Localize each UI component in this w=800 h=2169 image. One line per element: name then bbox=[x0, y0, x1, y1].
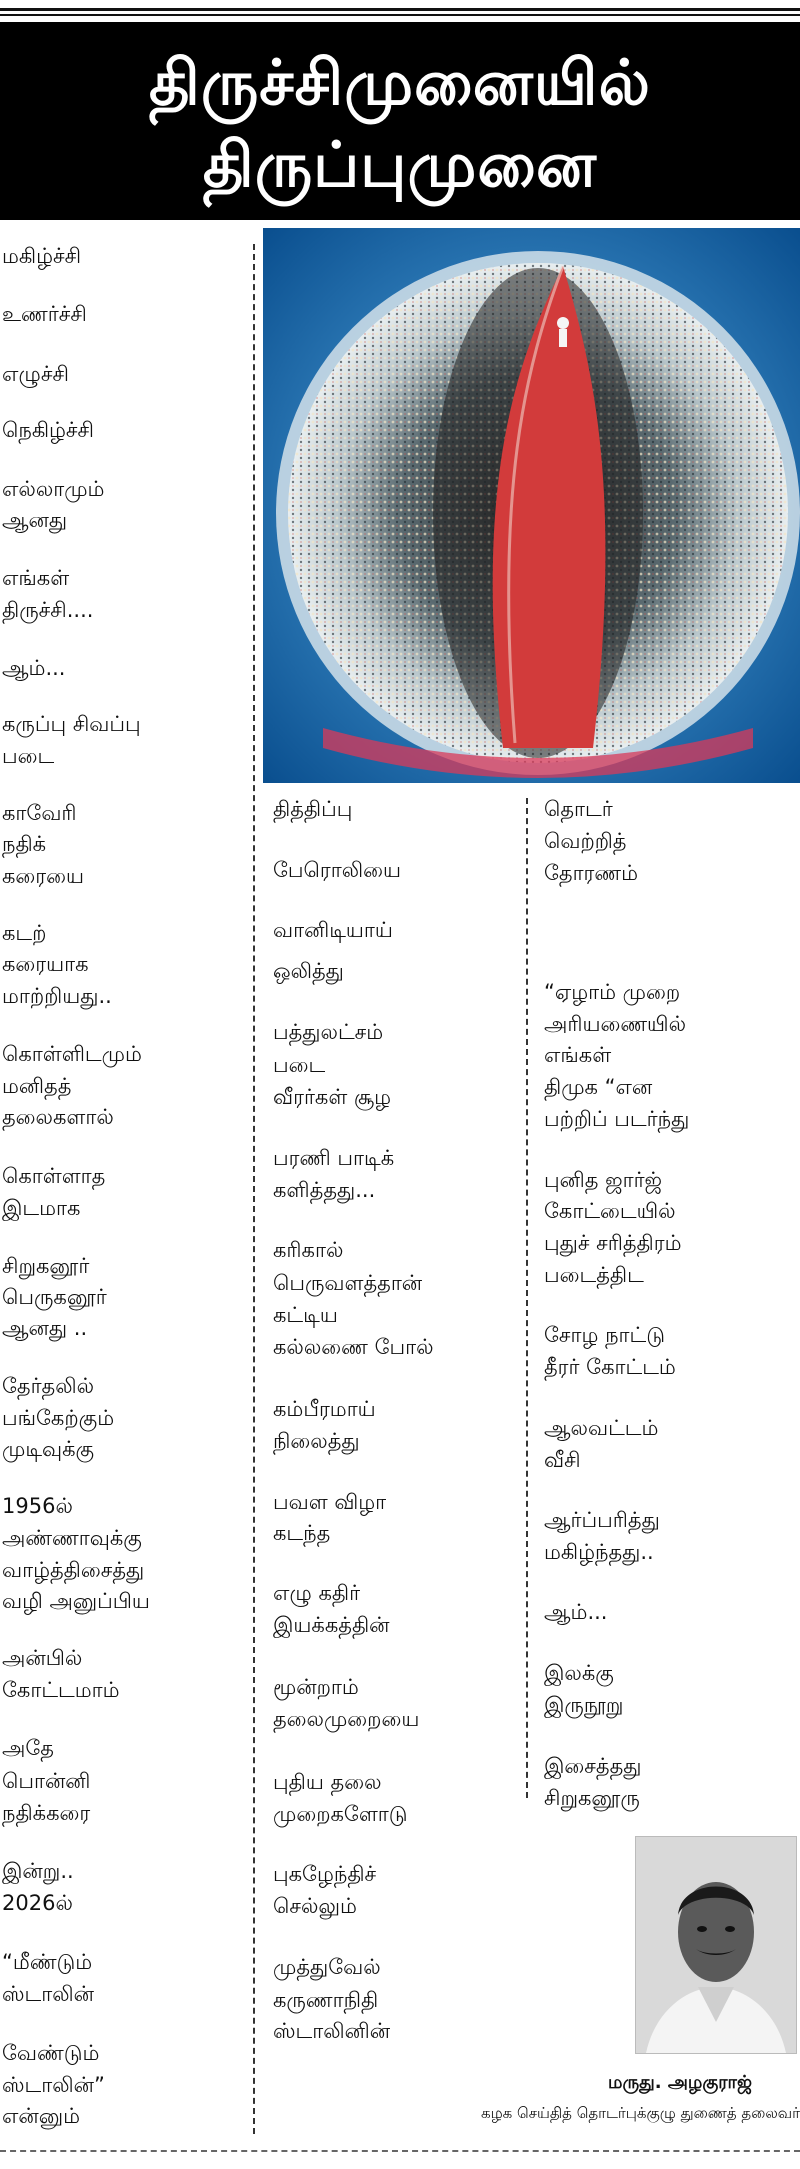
poem-line: எழுச்சி bbox=[2, 362, 69, 386]
poem-line: கட்டிய bbox=[273, 1303, 338, 1327]
poem-line: பெருகனூர் bbox=[2, 1285, 107, 1309]
poem-line: மனிதத் bbox=[2, 1074, 72, 1098]
poem-line: ஆனது bbox=[2, 508, 68, 532]
poem-column-1 bbox=[2, 0, 247, 2169]
poem-line: அண்ணாவுக்கு bbox=[2, 1526, 142, 1550]
poem-line: இடமாக bbox=[2, 1196, 81, 1220]
poem-line: ஆர்ப்பரித்து bbox=[544, 1508, 660, 1532]
poem-line: வீசி bbox=[544, 1448, 581, 1472]
column-divider-2 bbox=[526, 798, 528, 1798]
poem-line: 1956ல் bbox=[2, 1494, 73, 1518]
poem-line: புகழேந்திச் bbox=[273, 1862, 377, 1886]
poem-line: ஸ்டாலின்” bbox=[2, 2073, 105, 2097]
poem-line: முத்துவேல் bbox=[273, 1955, 381, 1979]
photo-illustration bbox=[263, 228, 800, 783]
poem-line: முடிவுக்கு bbox=[2, 1437, 95, 1461]
poem-line: வீரர்கள் சூழ bbox=[273, 1085, 391, 1109]
poem-line: நெகிழ்ச்சி bbox=[2, 418, 94, 442]
poem-line: அரியணையில் bbox=[544, 1012, 687, 1036]
poem-line: கரையாக bbox=[2, 952, 89, 976]
poem-line: பவள விழா bbox=[273, 1490, 387, 1514]
poem-line: புனித ஜார்ஜ் bbox=[544, 1168, 663, 1192]
poem-line: ஆம்... bbox=[544, 1600, 608, 1624]
poem-line: மாற்றியது.. bbox=[2, 984, 112, 1008]
headline-line-2: திருப்புமுனை bbox=[202, 128, 598, 201]
poem-line: மகிழ்ச்சி bbox=[2, 244, 82, 268]
poem-line: சோழ நாட்டு bbox=[544, 1323, 665, 1347]
column-divider-1 bbox=[253, 244, 255, 2134]
poem-line: ஆலவட்டம் bbox=[544, 1416, 659, 1440]
poem-line: கரிகால் bbox=[273, 1238, 344, 1262]
poem-line: பத்துலட்சம் bbox=[273, 1020, 384, 1044]
poem-line: கோட்டையில் bbox=[544, 1199, 676, 1223]
poem-line: அன்பில் bbox=[2, 1646, 83, 1670]
poem-line: இலக்கு bbox=[544, 1661, 614, 1685]
poem-line: கருணாநிதி bbox=[273, 1988, 379, 2012]
poem-line: இருநூறு bbox=[544, 1693, 624, 1717]
poem-line: ஆம்... bbox=[2, 656, 66, 680]
poem-line: தலைமுறையை bbox=[273, 1707, 420, 1731]
poem-line: கடற் bbox=[2, 921, 47, 945]
poem-line: ஒலித்து bbox=[273, 959, 344, 983]
poem-line: சிறுகனூரு bbox=[544, 1786, 640, 1810]
poem-line: வழி அனுப்பிய bbox=[2, 1589, 150, 1613]
poem-line: நதிக் bbox=[2, 832, 47, 856]
poem-line: ஸ்டாலின் bbox=[2, 1982, 94, 2006]
poem-line: 2026ல் bbox=[2, 1891, 73, 1915]
poem-line: எழு கதிர் bbox=[273, 1581, 361, 1605]
poem-line: கொள்ளிடமும் bbox=[2, 1042, 142, 1066]
poem-line: தேர்தலில் bbox=[2, 1374, 95, 1398]
poem-line: காவேரி bbox=[2, 801, 77, 825]
poem-line: ஸ்டாலினின் bbox=[273, 2019, 391, 2043]
poem-line: கருப்பு சிவப்பு bbox=[2, 712, 141, 736]
poem-line: கல்லணை போல் bbox=[273, 1335, 434, 1359]
poem-line: நிலைத்து bbox=[273, 1429, 360, 1453]
poem-line: பற்றிப் படர்ந்து bbox=[544, 1107, 690, 1131]
poem-line: இயக்கத்தின் bbox=[273, 1613, 390, 1637]
poem-line: படை bbox=[273, 1053, 326, 1077]
poem-line: இன்று.. bbox=[2, 1859, 74, 1883]
poem-line: என்னும் bbox=[2, 2104, 81, 2128]
poem-line: புதுச் சரித்திரம் bbox=[544, 1231, 682, 1255]
poem-line: வெற்றித் bbox=[544, 829, 627, 853]
bottom-rule bbox=[0, 2150, 800, 2152]
poem-line: பேரொலியை bbox=[273, 858, 401, 882]
poem-line: நதிக்கரை bbox=[2, 1801, 91, 1825]
poem-line: களித்தது... bbox=[273, 1178, 376, 1202]
author-photo bbox=[635, 1836, 797, 2054]
poem-line: கம்பீரமாய் bbox=[273, 1397, 376, 1421]
poem-line: பரணி பாடிக் bbox=[273, 1146, 395, 1170]
poem-line: தித்திப்பு bbox=[273, 797, 353, 821]
poem-line: “மீண்டும் bbox=[2, 1950, 93, 1974]
poem-line: தீரர் கோட்டம் bbox=[544, 1355, 676, 1379]
crowd-fisheye-photo bbox=[263, 228, 800, 783]
poem-line: திமுக “என bbox=[544, 1075, 653, 1099]
poem-line: பங்கேற்கும் bbox=[2, 1406, 115, 1430]
poem-line: செல்லும் bbox=[273, 1894, 357, 1918]
poem-line: ஆனது .. bbox=[2, 1316, 88, 1340]
poem-line: கொள்ளாத bbox=[2, 1164, 106, 1188]
poem-line: முறைகளோடு bbox=[273, 1802, 408, 1826]
poem-line: வானிடியாய் bbox=[273, 918, 393, 942]
poem-line: வாழ்த்திசைத்து bbox=[2, 1558, 145, 1582]
headline-line-1: திருச்சிமுனையில் bbox=[149, 46, 651, 119]
poem-line: எல்லாமும் bbox=[2, 477, 105, 501]
poem-line: மூன்றாம் bbox=[273, 1675, 359, 1699]
poem-line: இசைத்தது bbox=[544, 1754, 642, 1778]
poem-line: கரையை bbox=[2, 864, 85, 888]
poem-line: தொடர் bbox=[544, 797, 613, 821]
poem-line: கோட்டமாம் bbox=[2, 1678, 120, 1702]
poem-line: பெருவளத்தான் bbox=[273, 1271, 423, 1295]
poem-line: படைத்திட bbox=[544, 1263, 644, 1287]
author-name: மருது. அழகுராஜ் bbox=[608, 2072, 752, 2093]
poem-line: எங்கள் bbox=[2, 566, 70, 590]
poem-line: மகிழ்ந்தது.. bbox=[544, 1540, 654, 1564]
poem-line: புதிய தலை bbox=[273, 1770, 382, 1794]
author-role: கழக செய்தித் தொடர்புக்குழு துணைத் தலைவர் bbox=[481, 2104, 800, 2122]
poem-line: திருச்சி.... bbox=[2, 598, 94, 622]
poem-line: தோரணம் bbox=[544, 861, 639, 885]
poem-line: தலைகளால் bbox=[2, 1105, 114, 1129]
poem-line: உணர்ச்சி bbox=[2, 302, 87, 326]
poem-line: கடந்த bbox=[273, 1521, 331, 1545]
poem-line: சிறுகனூர் bbox=[2, 1254, 90, 1278]
poem-line: “ஏழாம் முறை bbox=[544, 980, 681, 1004]
poem-line: எங்கள் bbox=[544, 1043, 612, 1067]
poem-line: படை bbox=[2, 744, 55, 768]
poem-line: வேண்டும் bbox=[2, 2041, 100, 2065]
poem-line: அதே bbox=[2, 1736, 54, 1760]
author-portrait-illustration bbox=[636, 1837, 796, 2053]
poem-line: பொன்னி bbox=[2, 1769, 91, 1793]
